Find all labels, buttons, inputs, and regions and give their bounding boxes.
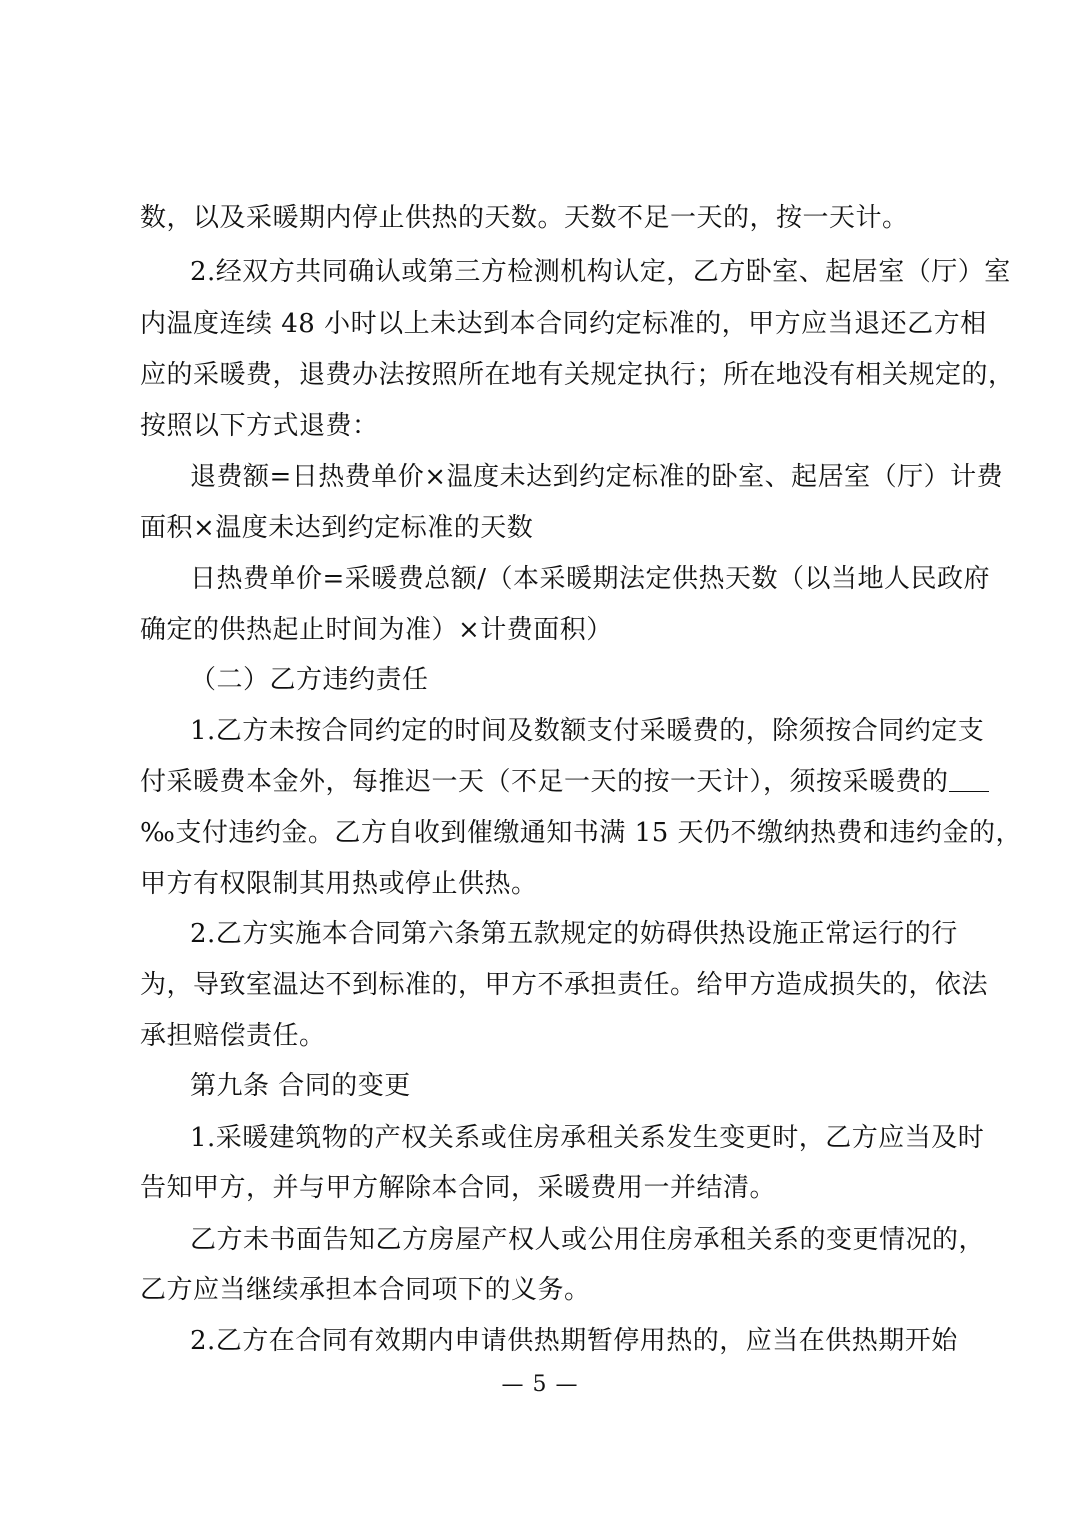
text-line-21: 乙方未书面告知乙方房屋产权人或公用住房承租关系的变更情况的， <box>190 1225 986 1255</box>
formula-line-2: 面积×温度未达到约定标准的天数 <box>140 513 534 543</box>
text-line-17: 承担赔偿责任。 <box>140 1021 326 1051</box>
text-line-20: 告知甲方，并与甲方解除本合同，采暖费用一并结清。 <box>140 1173 777 1203</box>
formula-line-3: 日热费单价=采暖费总额/（本采暖期法定供热天数（以当地人民政府 <box>190 564 991 594</box>
article-heading-nine: 第九条 合同的变更 <box>190 1071 411 1101</box>
text-line-1: 数，以及采暖期内停止供热的天数。天数不足一天的，按一天计。 <box>140 203 909 233</box>
text-line-22: 乙方应当继续承担本合同项下的义务。 <box>140 1275 591 1305</box>
text-line-12: 付采暖费本金外，每推迟一天（不足一天的按一天计），须按采暖费的 <box>140 764 940 800</box>
text-line-5: 按照以下方式退费： <box>140 411 379 441</box>
text-line-19: 1.采暖建筑物的产权关系或住房承租关系发生变更时，乙方应当及时 <box>190 1123 985 1153</box>
text-line-4: 应的采暖费，退费办法按照所在地有关规定执行；所在地没有相关规定的， <box>140 360 1015 390</box>
text-line-23: 2.乙方在合同有效期内申请供热期暂停用热的，应当在供热期开始 <box>190 1326 958 1356</box>
fill-in-blank <box>949 767 989 792</box>
text-line-2: 2.经双方共同确认或第三方检测机构认定，乙方卧室、起居室（厅）室 <box>190 257 1011 287</box>
section-heading-breach: （二）乙方违约责任 <box>190 665 429 695</box>
text-line-13: ‰支付违约金。乙方自收到催缴通知书满 15 天仍不缴纳热费和违约金的， <box>140 818 1023 848</box>
text-line-11: 1.乙方未按合同约定的时间及数额支付采暖费的，除须按合同约定支 <box>190 716 985 746</box>
formula-line-1: 退费额=日热费单价×温度未达到约定标准的卧室、起居室（厅）计费 <box>190 462 1004 492</box>
page-number: — 5 — <box>501 1372 579 1397</box>
formula-line-4: 确定的供热起止时间为准）×计费面积） <box>140 615 613 645</box>
text-line-15: 2.乙方实施本合同第六条第五款规定的妨碍供热设施正常运行的行 <box>190 919 958 949</box>
text-line-14: 甲方有权限制其用热或停止供热。 <box>140 869 538 899</box>
text-line-3: 内温度连续 48 小时以上未达到本合同约定标准的，甲方应当退还乙方相 <box>140 309 987 339</box>
text-line-16: 为，导致室温达不到标准的，甲方不承担责任。给甲方造成损失的，依法 <box>140 970 989 1000</box>
